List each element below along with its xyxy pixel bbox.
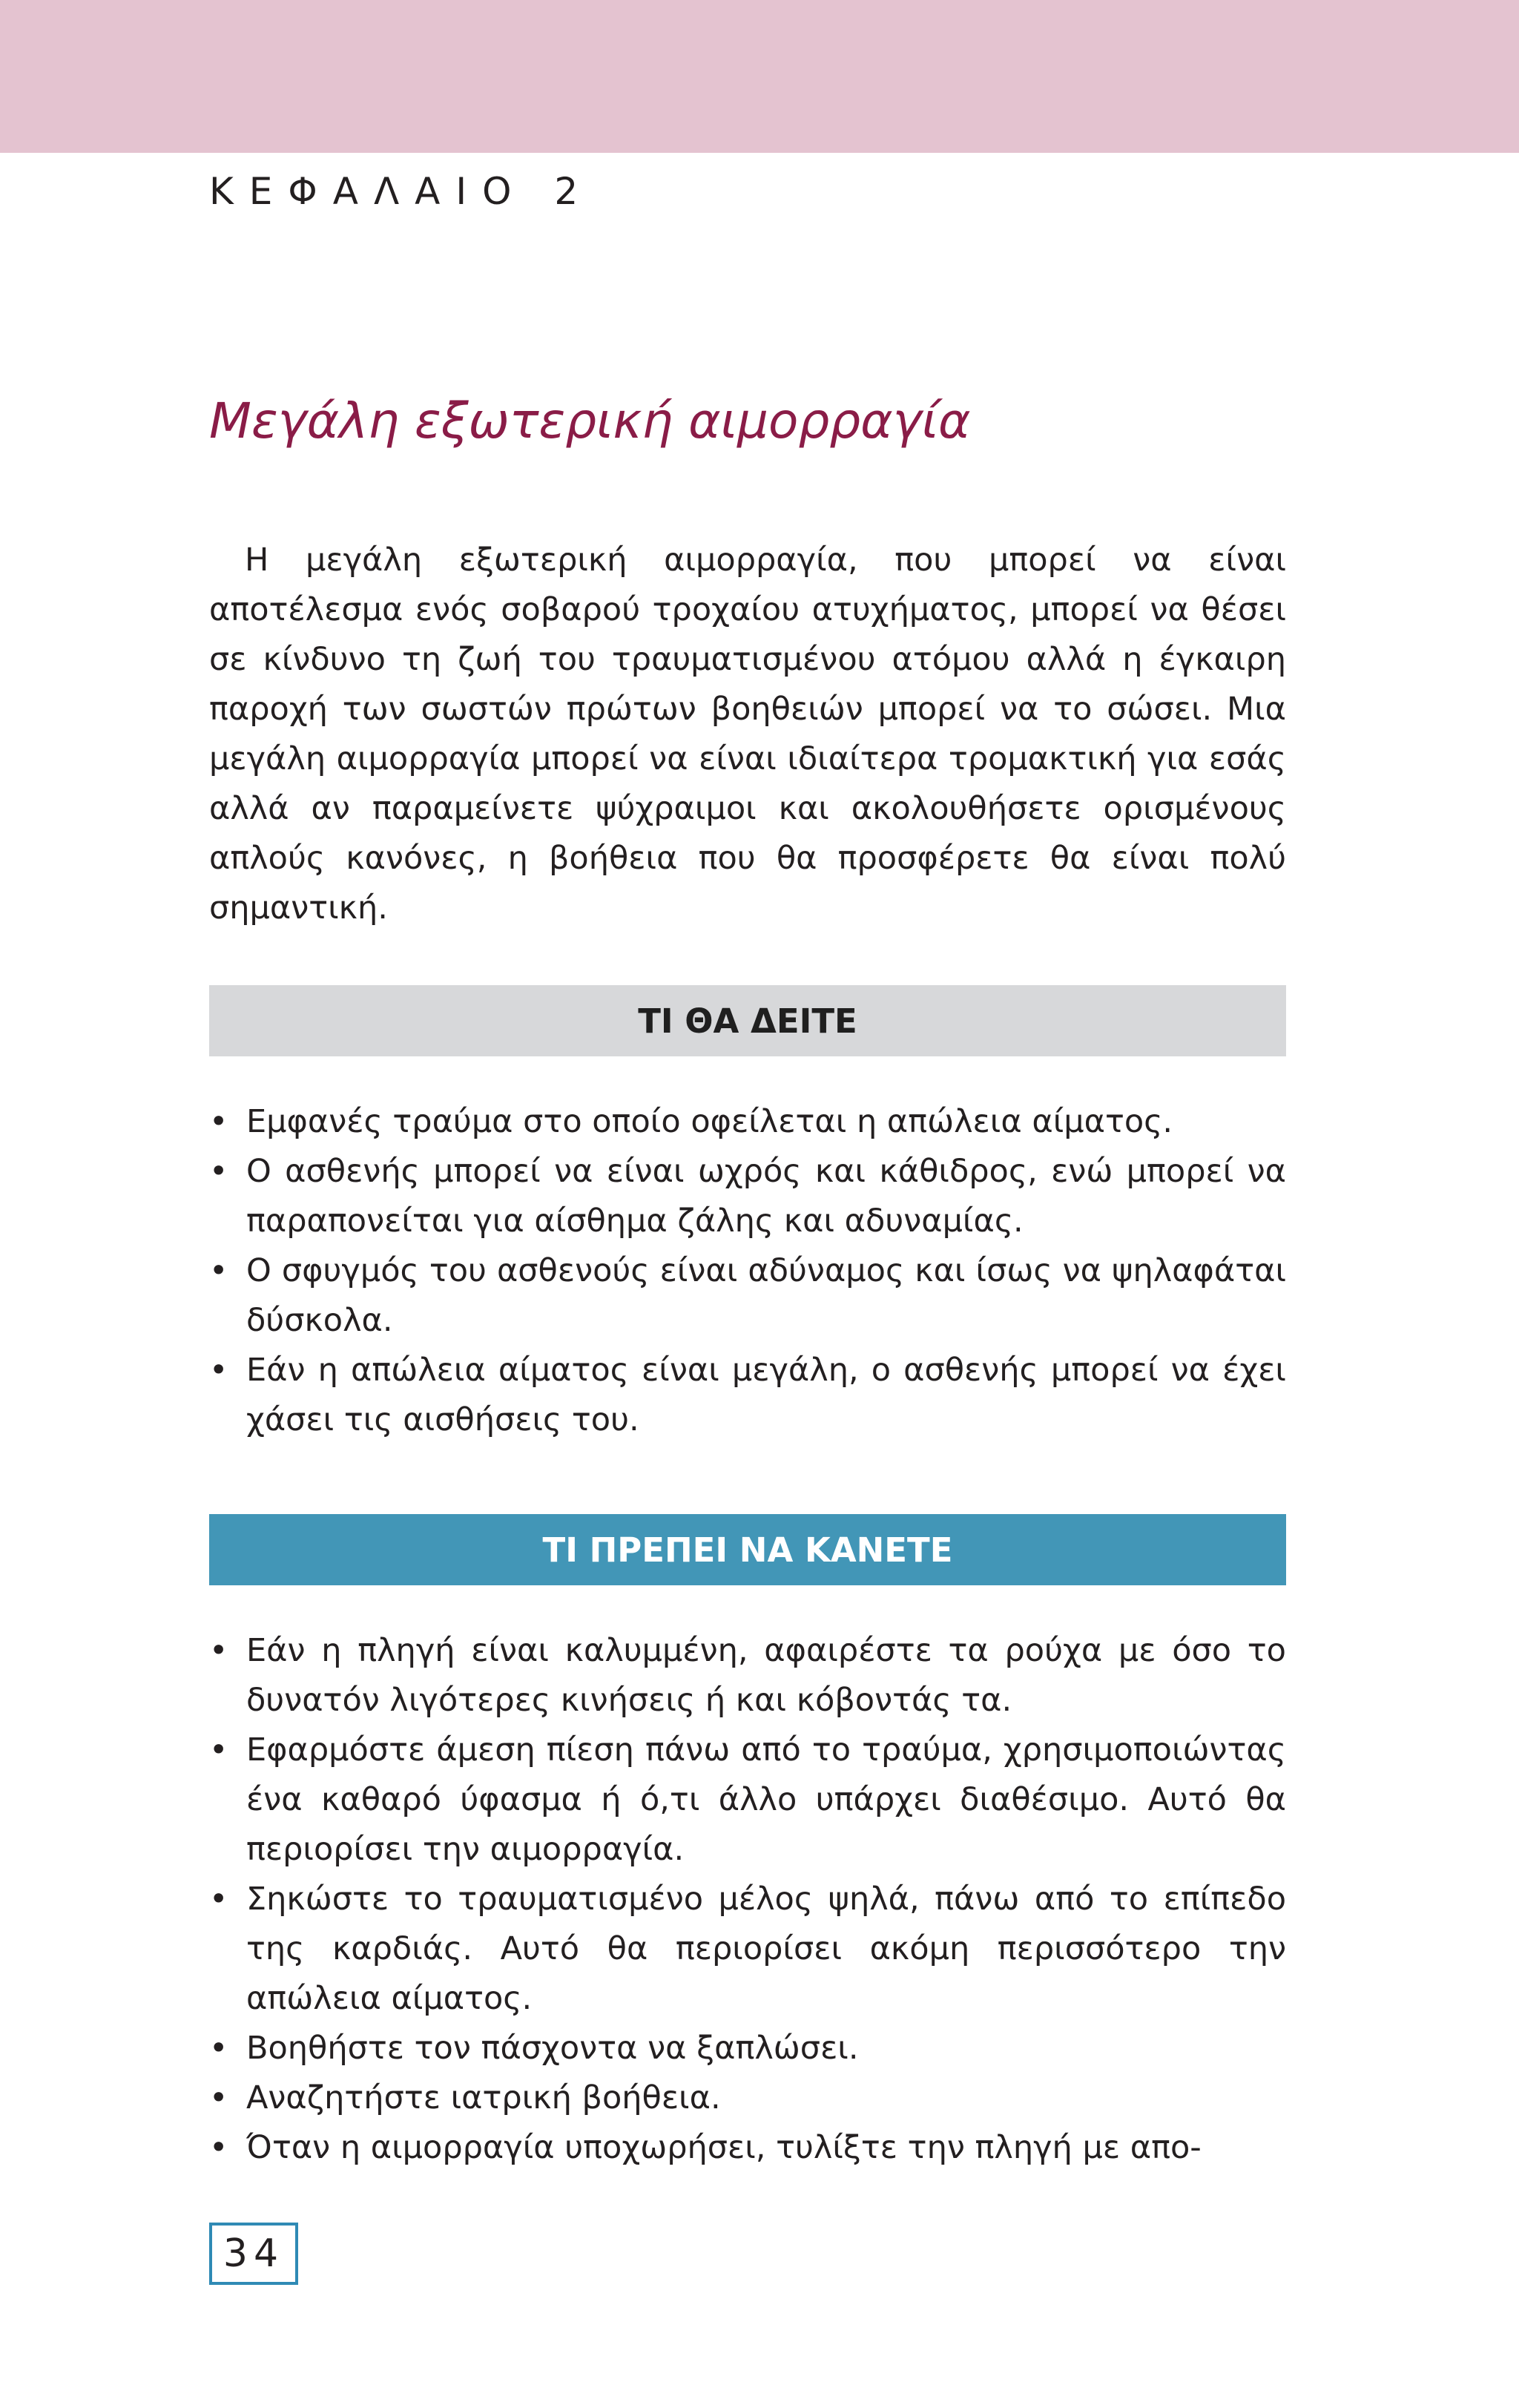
list-item: • Αναζητήστε ιατρική βοήθεια. [209, 2073, 1286, 2123]
top-color-band [0, 0, 1519, 153]
list-item: • Εμφανές τραύμα στο οποίο οφείλεται η απώλεια αίματος. [209, 1097, 1286, 1147]
what-to-do-heading: ΤΙ ΠΡΕΠΕΙ ΝΑ ΚΑΝΕΤΕ [209, 1514, 1286, 1585]
page-number: 34 [209, 2223, 298, 2285]
what-to-do-list [209, 1626, 1286, 2173]
list-item: • Βοηθήστε τον πάσχοντα να ξαπλώσει. [209, 2024, 1286, 2073]
list-item: • Εάν η απώλεια αίματος είναι μεγάλη, ο ασθενής μπορεί να έχει χάσει τις αισθήσεις του. [209, 1346, 1286, 1445]
list-item: • Εάν η πληγή είναι καλυμμένη, αφαιρέστε τα ρούχα με όσο το δυνατόν λιγότερες κινήσεις ή και κόβοντάς τα. [209, 1626, 1286, 1726]
list-item: • Όταν η αιμορραγία υποχωρήσει, τυλίξτε την πληγή με απο- [209, 2123, 1286, 2173]
list-item: • Ο σφυγμός του ασθενούς είναι αδύναμος και ίσως να ψηλαφάται δύσκολα. [209, 1246, 1286, 1346]
list-item: • Ο ασθενής μπορεί να είναι ωχρός και κάθιδρος, ενώ μπορεί να παραπονείται για αίσθημα ζάλης και αδυναμίας. [209, 1147, 1286, 1246]
intro-paragraph: Η μεγάλη εξωτερική αιμορραγία, που μπορεί να είναι αποτέλεσμα ενός σοβαρού τροχαίου ατυχήματος, μπορεί να θέσει σε κίνδυνο τη ζωή του τραυματισμένου ατόμου αλλά η έγκαιρη παροχή των σωστών πρώτων βοηθειών μπορεί να το σώσει. Μια μεγάλη αιμορραγία μπορεί να είναι ιδιαίτερα τρομακτική για εσάς αλλά αν παραμείνετε ψύχραιμοι και ακολουθήσετε ορισμένους απλούς κανόνες, η βοήθεια που θα προσφέρετε θα είναι πολύ σημαντική. [209, 542, 1286, 927]
list-item: • Σηκώστε το τραυματισμένο μέλος ψηλά, πάνω από το επίπεδο της καρδιάς. Αυτό θα περιορίσει ακόμη περισσότερο την απώλεια αίματος. [209, 1875, 1286, 2024]
section-title: Μεγάλη εξωτερική αιμορραγία [209, 392, 971, 450]
what-you-will-see-heading: ΤΙ ΘΑ ΔΕΙΤΕ [209, 985, 1286, 1056]
list-item: • Εφαρμόστε άμεση πίεση πάνω από το τραύμα, χρησιμοποιώντας ένα καθαρό ύφασμα ή ό,τι άλλο υπάρχει διαθέσιμο. Αυτό θα περιορίσει την αιμορραγία. [209, 1726, 1286, 1875]
what-you-will-see-list [209, 1097, 1286, 1445]
chapter-label: ΚΕΦΑΛΑΙΟ 2 [209, 170, 594, 213]
